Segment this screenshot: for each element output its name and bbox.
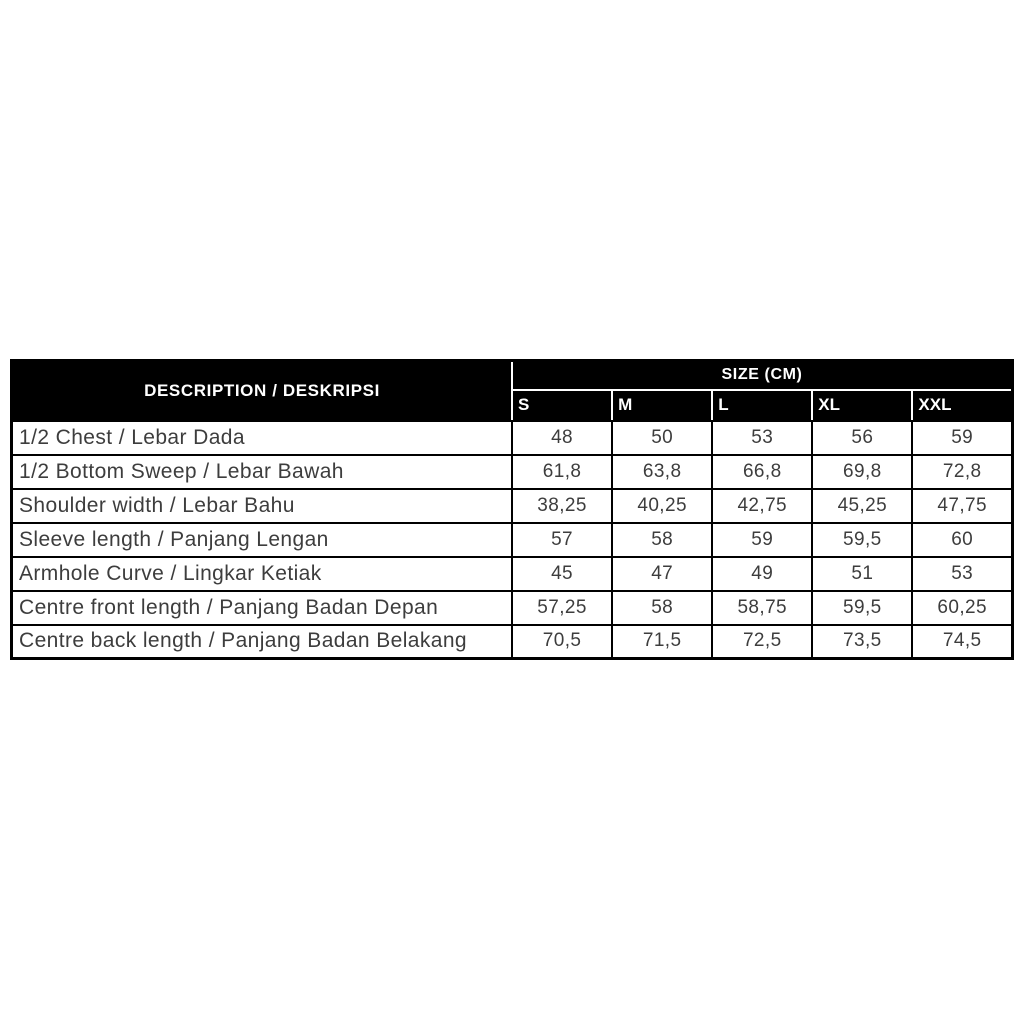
measurement-value: 57 <box>512 523 612 557</box>
table-body <box>12 421 1013 659</box>
measurement-value: 57,25 <box>512 591 612 625</box>
measurement-row <box>12 455 1013 489</box>
measurement-value: 47 <box>612 557 712 591</box>
measurement-value: 74,5 <box>912 625 1012 659</box>
measurement-value: 51 <box>812 557 912 591</box>
measurement-value: 59 <box>912 421 1012 455</box>
measurement-value: 48 <box>512 421 612 455</box>
measurement-label: Centre back length / Panjang Badan Belakang <box>12 625 513 659</box>
measurement-value: 53 <box>712 421 812 455</box>
measurement-value: 72,5 <box>712 625 812 659</box>
measurement-value: 63,8 <box>612 455 712 489</box>
measurement-value: 58 <box>612 523 712 557</box>
measurement-value: 73,5 <box>812 625 912 659</box>
measurement-value: 61,8 <box>512 455 612 489</box>
header-row-top <box>12 361 1013 390</box>
description-header-cell: DESCRIPTION / DESKRIPSI <box>12 361 513 421</box>
size-column-header-m: M <box>612 390 712 421</box>
size-column-header-s: S <box>512 390 612 421</box>
measurement-label: 1/2 Chest / Lebar Dada <box>12 421 513 455</box>
measurement-value: 45 <box>512 557 612 591</box>
measurement-value: 40,25 <box>612 489 712 523</box>
measurement-label: Centre front length / Panjang Badan Depan <box>12 591 513 625</box>
measurement-value: 66,8 <box>712 455 812 489</box>
measurement-value: 53 <box>912 557 1012 591</box>
measurement-value: 60 <box>912 523 1012 557</box>
measurement-value: 58,75 <box>712 591 812 625</box>
measurement-label: Armhole Curve / Lingkar Ketiak <box>12 557 513 591</box>
measurement-value: 69,8 <box>812 455 912 489</box>
measurement-label: 1/2 Bottom Sweep / Lebar Bawah <box>12 455 513 489</box>
measurement-value: 47,75 <box>912 489 1012 523</box>
size-column-header-l: L <box>712 390 812 421</box>
measurement-label: Sleeve length / Panjang Lengan <box>12 523 513 557</box>
measurement-value: 42,75 <box>712 489 812 523</box>
measurement-label: Shoulder width / Lebar Bahu <box>12 489 513 523</box>
measurement-value: 59 <box>712 523 812 557</box>
measurement-value: 59,5 <box>812 523 912 557</box>
size-column-header-xxl: XXL <box>912 390 1012 421</box>
table-header <box>12 361 1013 421</box>
measurement-row <box>12 421 1013 455</box>
measurement-value: 50 <box>612 421 712 455</box>
measurement-row <box>12 591 1013 625</box>
measurement-row <box>12 489 1013 523</box>
measurement-value: 38,25 <box>512 489 612 523</box>
measurement-value: 59,5 <box>812 591 912 625</box>
measurement-row <box>12 523 1013 557</box>
measurement-value: 60,25 <box>912 591 1012 625</box>
measurement-row <box>12 557 1013 591</box>
measurement-value: 70,5 <box>512 625 612 659</box>
size-cm-header-cell: SIZE (CM) <box>512 361 1012 390</box>
measurement-value: 49 <box>712 557 812 591</box>
measurement-value: 58 <box>612 591 712 625</box>
measurement-value: 45,25 <box>812 489 912 523</box>
measurement-row <box>12 625 1013 659</box>
measurement-value: 71,5 <box>612 625 712 659</box>
size-chart-table <box>10 359 1014 660</box>
size-column-header-xl: XL <box>812 390 912 421</box>
measurement-value: 72,8 <box>912 455 1012 489</box>
measurement-value: 56 <box>812 421 912 455</box>
